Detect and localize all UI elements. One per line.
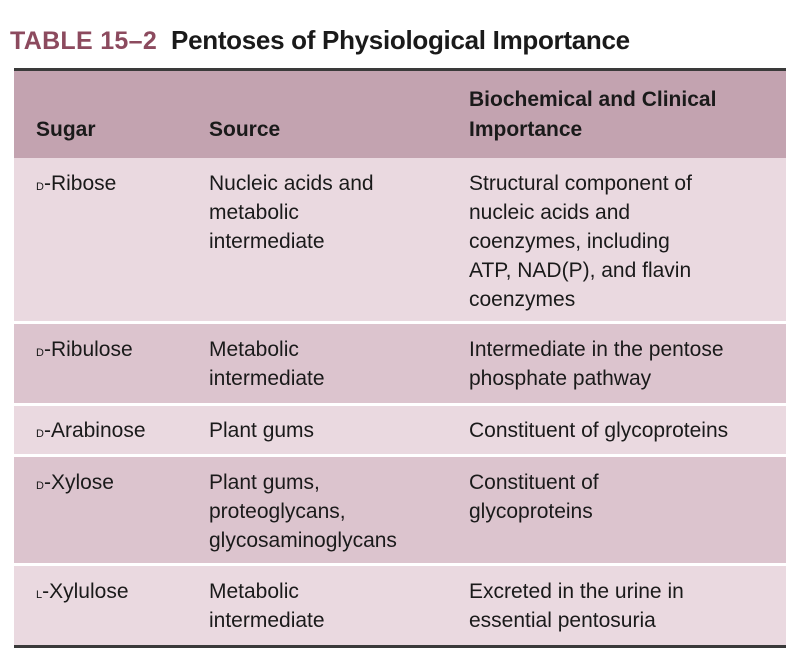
stereo-prefix: d [36, 176, 44, 194]
sugar-cell [36, 416, 201, 447]
table-number: TABLE 15–2 [10, 27, 158, 55]
importance-cell [469, 468, 774, 526]
importance-line: glycoproteins [469, 500, 593, 523]
importance-line: coenzymes, including [469, 230, 670, 253]
importance-line: Structural component of [469, 172, 692, 195]
header-importance-line2: Importance [469, 118, 583, 141]
source-line: Metabolic [209, 580, 299, 603]
importance-line: nucleic acids and [469, 201, 631, 224]
importance-line: ATP, NAD(P), and flavin [469, 259, 692, 282]
source-line: glycosaminoglycans [209, 529, 397, 552]
table-row [14, 158, 786, 321]
source-cell [209, 169, 464, 256]
source-line: proteoglycans, [209, 500, 346, 523]
importance-line: coenzymes [469, 288, 576, 311]
sugar-cell [36, 577, 201, 608]
importance-cell [469, 335, 774, 393]
stereo-prefix: d [36, 475, 44, 493]
header-sugar: Sugar [36, 118, 96, 141]
source-cell [209, 468, 464, 555]
importance-line: Constituent of [469, 471, 599, 494]
table-row [14, 324, 786, 403]
source-cell [209, 416, 464, 445]
sugar-name: -Ribulose [43, 338, 133, 361]
table-bottom-rule [14, 645, 786, 648]
source-cell [209, 577, 464, 635]
source-line: intermediate [209, 367, 325, 390]
importance-cell [469, 169, 774, 314]
header-importance-line1: Biochemical and Clinical [469, 88, 717, 111]
sugar-name: -Xylulose [42, 580, 129, 603]
table-row [14, 457, 786, 563]
header-importance [469, 85, 774, 145]
source-cell [209, 335, 464, 393]
source-line: Metabolic [209, 338, 299, 361]
sugar-name: -Arabinose [43, 419, 146, 442]
sugar-name: -Xylose [43, 471, 114, 494]
importance-line: essential pentosuria [469, 609, 656, 632]
table-row [14, 566, 786, 645]
sugar-cell [36, 335, 201, 366]
table-caption: Pentoses of Physiological Importance [171, 25, 630, 55]
importance-cell [469, 416, 774, 445]
table-title [10, 20, 630, 60]
source-line: Plant gums, [209, 471, 320, 494]
importance-cell [469, 577, 774, 635]
header-source: Source [209, 118, 281, 141]
sugar-cell [36, 468, 201, 499]
table-row [14, 406, 786, 454]
table-header-row [14, 71, 786, 158]
importance-line: Excreted in the urine in [469, 580, 684, 603]
stereo-prefix: d [36, 342, 44, 360]
importance-line: Constituent of glycoproteins [469, 419, 729, 442]
source-line: Plant gums [209, 419, 315, 442]
source-line: Nucleic acids and [209, 172, 374, 195]
stereo-prefix: l [36, 584, 43, 602]
importance-line: Intermediate in the pentose [469, 338, 724, 361]
source-line: intermediate [209, 230, 325, 253]
importance-line: phosphate pathway [469, 367, 652, 390]
stereo-prefix: d [36, 423, 44, 441]
source-line: intermediate [209, 609, 325, 632]
source-line: metabolic [209, 201, 299, 224]
sugar-name: -Ribose [43, 172, 117, 195]
sugar-cell [36, 169, 201, 200]
